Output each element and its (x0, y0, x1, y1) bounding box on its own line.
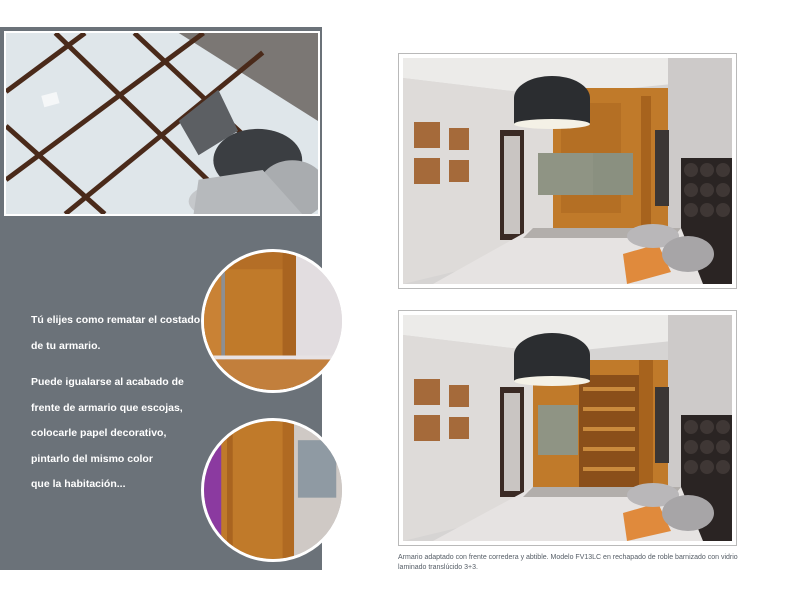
photo-caption: Armario adaptado con frente corredera y abtible. Modelo FV13LC en rechapado de roble barnizado con vidrio laminado translúcido 3+3. (398, 554, 738, 571)
bedroom-wardrobe-closed-photo (398, 53, 737, 289)
side-finish-oak-circle-photo (201, 249, 345, 393)
copy-line: pintarlo del mismo color (31, 452, 153, 465)
side-finish-painted-circle-photo (201, 418, 345, 562)
copy-line: de tu armario. (31, 339, 101, 352)
copy-line: que la habitación... (31, 478, 126, 490)
copy-line: Tú elijes como rematar el costado (31, 314, 201, 326)
body-copy (31, 308, 211, 498)
bedroom-wardrobe-open-photo (398, 310, 737, 546)
wardrobe-door-detail-photo (4, 31, 320, 216)
copy-line: frente de armario que escojas, (31, 401, 183, 414)
copy-line: Puede igualarse al acabado de (31, 376, 184, 388)
copy-line: colocarle papel decorativo, (31, 427, 167, 439)
